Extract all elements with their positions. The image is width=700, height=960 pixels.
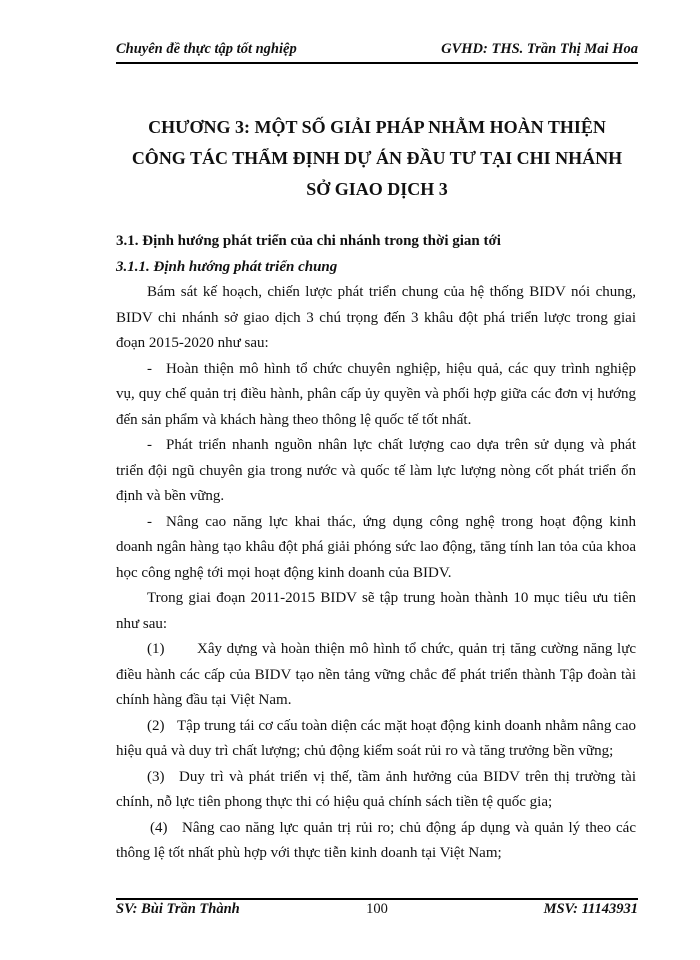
bullet-item <box>116 357 636 434</box>
footer-rule <box>116 898 638 900</box>
goal-number: (3) <box>147 768 165 785</box>
title-line: CÔNG TÁC THẨM ĐỊNH DỰ ÁN ĐẦU TƯ TẠI CHI NHÁNH <box>131 148 623 168</box>
page-footer <box>116 901 638 921</box>
document-body <box>116 229 636 867</box>
header-left: Chuyên đề thực tập tốt nghiệp <box>116 41 297 57</box>
bullet-item <box>116 433 636 510</box>
goal-item <box>116 816 636 867</box>
goal-text: Nâng cao năng lực quản trị rủi ro; chủ động áp dụng và quản lý theo các thông lệ tốt nhất phù hợp với thực tiễn kinh doanh tại Việt Nam; <box>116 819 636 861</box>
goal-text: Tập trung tái cơ cấu toàn diện các mặt hoạt động kinh doanh nhằm nâng cao hiệu quả và duy trì chất lượng; chủ động kiểm soát rủi ro và tăng trưởng bền vững; <box>116 717 636 759</box>
bullet-text: Nâng cao năng lực khai thác, ứng dụng công nghệ trong hoạt động kinh doanh ngân hàng tạo khâu đột phá giải phóng sức lao động, tăng tính lan tỏa của khoa học công nghệ tới mọi hoạt động kinh doanh của BIDV. <box>116 513 636 581</box>
footer-student: SV: Bùi Trần Thành <box>116 901 240 917</box>
title-line: SỞ GIAO DỊCH 3 <box>306 179 448 199</box>
bullet-text: Hoàn thiện mô hình tổ chức chuyên nghiệp, hiệu quả, các quy trình nghiệp vụ, quy chế quản trị điều hành, phân cấp ủy quyền và phối hợp giữa các đơn vị hướng đến sản phẩm và khách hàng theo thông lệ quốc tế tốt nhất. <box>116 360 636 428</box>
goal-item <box>116 765 636 816</box>
title-line: CHƯƠNG 3: MỘT SỐ GIẢI PHÁP NHẰM HOÀN THIỆN <box>148 117 606 137</box>
subsection-heading: 3.1.1. Định hướng phát triển chung <box>116 258 338 275</box>
goal-text: Xây dựng và hoàn thiện mô hình tổ chức, quản trị tăng cường năng lực điều hành các cấp của BIDV tạo nền tảng vững chắc để phát triển thành Tập đoàn tài chính hàng đầu tại Việt Nam. <box>116 641 636 708</box>
goal-number: (4) <box>150 819 168 836</box>
bullet-text: Phát triển nhanh nguồn nhân lực chất lượng cao dựa trên sử dụng và phát triển đội ngũ chuyên gia trong nước và quốc tế làm lực lượng nòng cốt phát triển ổn định và bền vững. <box>116 437 636 504</box>
goal-text: Duy trì và phát triển vị thế, tầm ảnh hưởng của BIDV trên thị trường tài chính, nỗ lực tiên phong thực thi có hiệu quả chính sách tiền tệ quốc gia; <box>116 768 636 810</box>
bullet-dash: - <box>147 513 152 530</box>
intro-paragraph: Bám sát kế hoạch, chiến lược phát triển chung của hệ thống BIDV nói chung, BIDV chi nhánh sở giao dịch 3 chú trọng đến 3 khâu đột phá triển lược trong giai đoạn 2015-2020 như sau: <box>116 284 636 351</box>
header-right: GVHD: THS. Trần Thị Mai Hoa <box>441 41 638 57</box>
bullet-dash: - <box>147 360 152 377</box>
footer-student-id: MSV: 11143931 <box>543 901 638 917</box>
chapter-title <box>100 112 654 205</box>
header-rule <box>116 62 638 64</box>
goal-number: (2) <box>147 717 165 734</box>
goal-number: (1) <box>147 641 165 657</box>
page-header <box>116 41 638 61</box>
goals-intro: Trong giai đoạn 2011-2015 BIDV sẽ tập trung hoàn thành 10 mục tiêu ưu tiên như sau: <box>116 590 636 632</box>
page-number: 100 <box>366 901 388 917</box>
section-heading: 3.1. Định hướng phát triển của chi nhánh trong thời gian tới <box>116 233 501 249</box>
bullet-item <box>116 510 636 587</box>
bullet-dash: - <box>147 437 152 453</box>
goal-item <box>116 637 636 714</box>
goal-item <box>116 714 636 765</box>
